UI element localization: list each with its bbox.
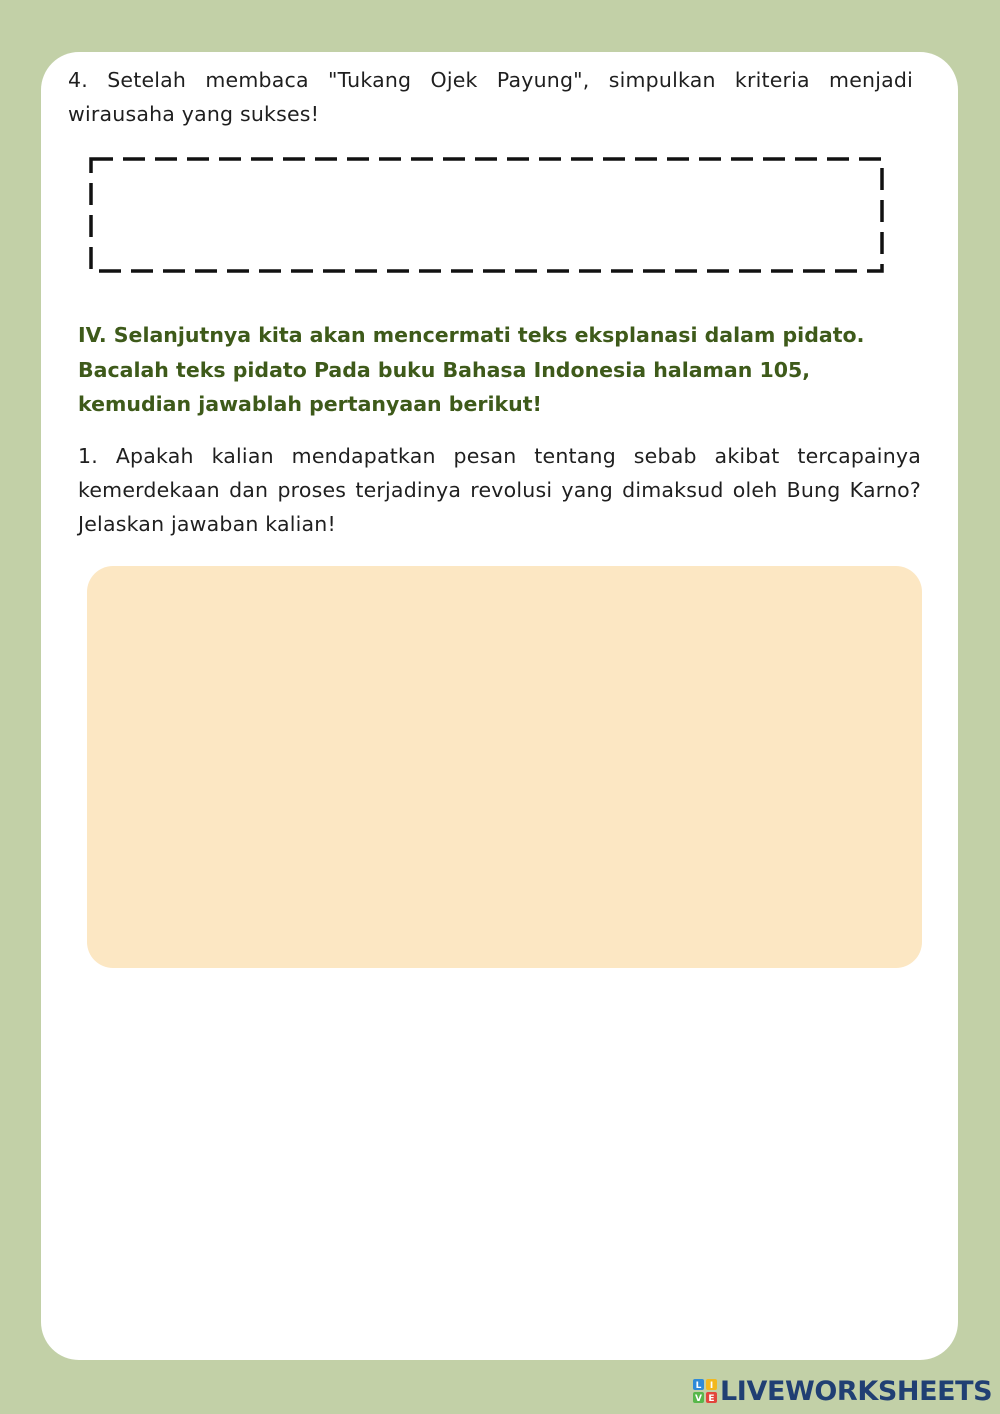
liveworksheets-wordmark: LIVEWORKSHEETS — [720, 1375, 993, 1407]
logo-tile-l — [693, 1379, 704, 1391]
logo-tile-e — [706, 1392, 717, 1404]
logo-tile-v — [693, 1392, 704, 1404]
logo-tile-i — [706, 1379, 717, 1391]
svg-text:V: V — [695, 1394, 702, 1404]
section-iv-heading: IV. Selanjutnya kita akan mencermati teks eksplanasi dalam pidato. Bacalah teks pidato Pada buku Bahasa Indonesia halaman 105, kemudian jawablah pertanyaan berikut! — [78, 323, 865, 416]
question-1-text: 1. Apakah kalian mendapatkan pesan tentang sebab akibat tercapainya kemerdekaan dan proses terjadinya revolusi yang dimaksud oleh Bung Karno? Jelaskan jawaban kalian! — [78, 444, 921, 536]
question-4-text: 4. Setelah membaca "Tukang Ojek Payung", simpulkan kriteria menjadi wirausaha yang sukses! — [68, 68, 913, 126]
liveworksheets-logo-icon — [692, 1378, 718, 1404]
svg-text:E: E — [708, 1394, 715, 1404]
svg-text:I: I — [709, 1381, 714, 1391]
liveworksheets-brand — [692, 1374, 992, 1408]
question-4-answer-box[interactable] — [89, 157, 884, 273]
svg-text:L: L — [695, 1381, 702, 1391]
question-1-answer-area[interactable] — [87, 566, 922, 968]
